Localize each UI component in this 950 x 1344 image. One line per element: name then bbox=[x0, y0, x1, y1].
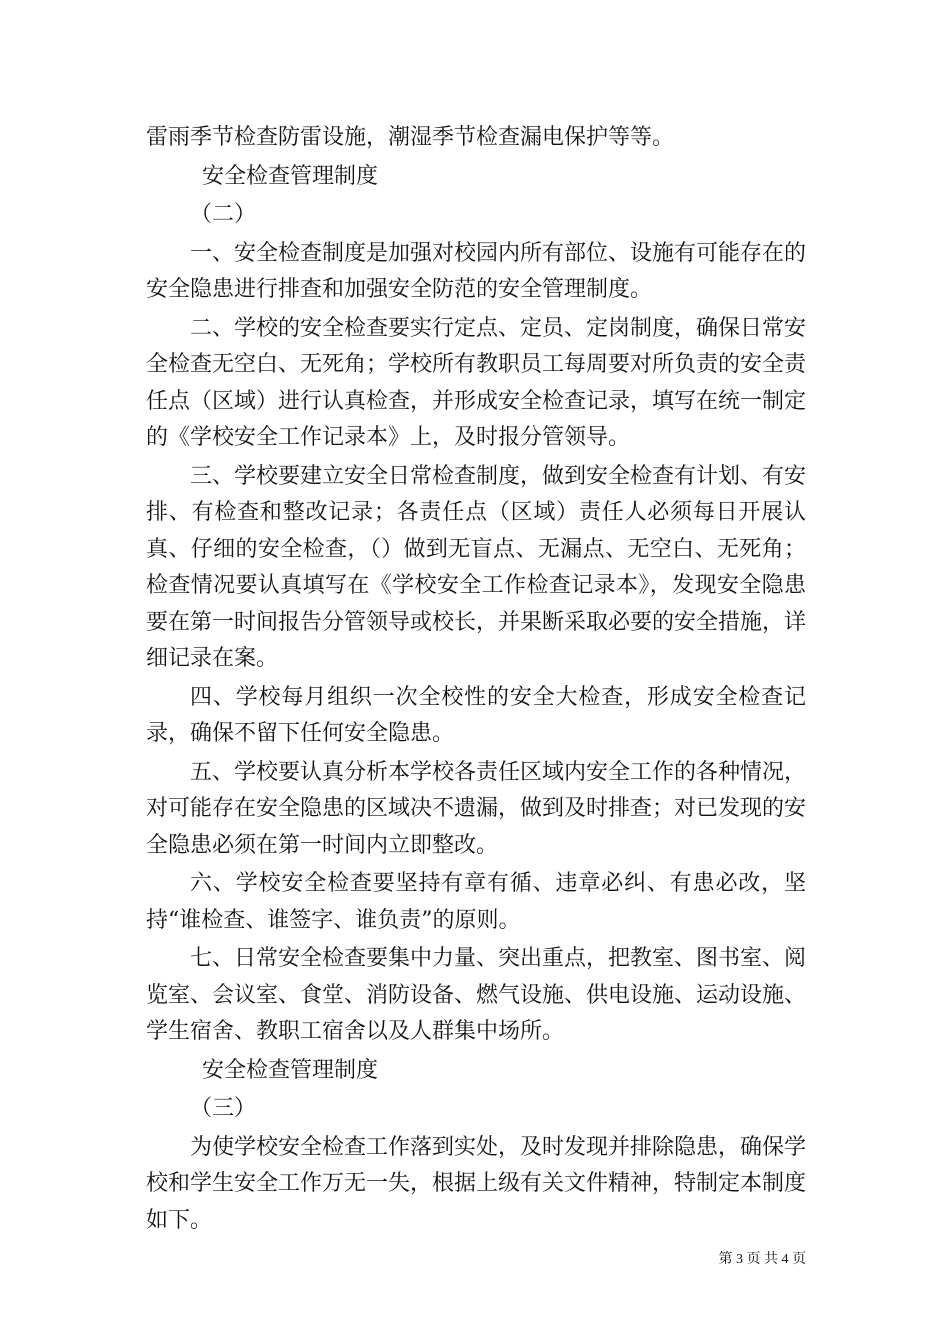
section-heading-1: 安全检查管理制度 bbox=[202, 163, 379, 189]
paragraph-item-6: 六、学校安全检查要坚持有章有循、违章必纠、有患必改，坚持“谁检查、谁签字、谁负责”的原则。 bbox=[146, 871, 806, 933]
paragraph-item-3: 三、学校要建立安全日常检查制度，做到安全检查有计划、有安排、有检查和整改记录；各责任点（区域）责任人必须每日开展认真、仔细的安全检查，（）做到无盲点、无漏点、无空白、无死角；检查情况要认真填写在《学校安全工作检查记录本》，发现安全隐患要在第一时间报告分管领导或校长，并果断采取必要的安全措施，详细记录在案。 bbox=[146, 463, 807, 671]
paragraph-1: 雷雨季节检查防雷设施，潮湿季节检查漏电保护等等。 bbox=[146, 125, 675, 150]
paragraph-item-1: 一、安全检查制度是加强对校园内所有部位、设施有可能存在的安全隐患进行排查和加强安全防范的安全管理制度。 bbox=[146, 240, 807, 302]
section-heading-2: 安全检查管理制度 bbox=[202, 1057, 379, 1083]
page-number-footer: 第 3 页 共 4 页 bbox=[718, 1252, 806, 1267]
section-number-2: （二） bbox=[190, 202, 257, 227]
paragraph-intro-3: 为使学校安全检查工作落到实处，及时发现并排除隐患，确保学校和学生安全工作万无一失，根据上级有关文件精神，特制定本制度如下。 bbox=[146, 1134, 807, 1233]
document-body bbox=[146, 120, 806, 1241]
paragraph-item-7: 七、日常安全检查要集中力量、突出重点，把教室、图书室、阅览室、会议室、食堂、消防设备、燃气设施、供电设施、运动设施、学生宿舍、教职工宿舍以及人群集中场所。 bbox=[146, 946, 807, 1044]
paragraph-item-5: 五、学校要认真分析本学校各责任区域内安全工作的各种情况，对可能存在安全隐患的区域决不遗漏，做到及时排查；对已发现的安全隐患必须在第一时间内立即整改。 bbox=[146, 759, 807, 858]
paragraph-item-4: 四、学校每月组织一次全校性的安全大检查，形成安全检查记录，确保不留下任何安全隐患。 bbox=[146, 684, 806, 746]
section-number-3: （三） bbox=[190, 1096, 257, 1121]
paragraph-item-2: 二、学校的安全检查要实行定点、定员、定岗制度，确保日常安全检查无空白、无死角；学校所有教职员工每周要对所负责的安全责任点（区域）进行认真检查，并形成安全检查记录，填写在统一制定的《学校安全工作记录本》上，及时报分管领导。 bbox=[146, 315, 807, 450]
